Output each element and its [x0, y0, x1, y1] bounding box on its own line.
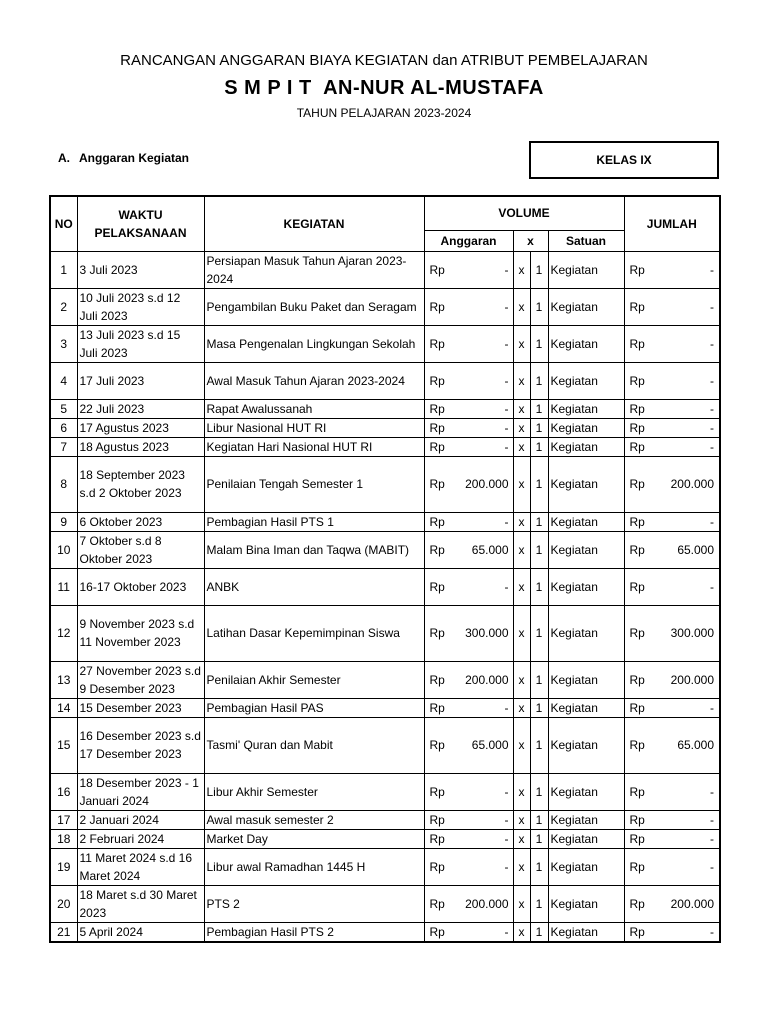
row-number: 6 — [50, 418, 77, 437]
row-anggaran-currency: Rp — [424, 456, 461, 512]
row-satuan: Kegiatan — [548, 568, 624, 605]
row-multiply-sign: x — [513, 288, 530, 325]
row-satuan: Kegiatan — [548, 605, 624, 661]
table-row — [50, 848, 720, 885]
row-waktu: 3 Juli 2023 — [77, 251, 204, 288]
row-multiply-sign: x — [513, 399, 530, 418]
row-anggaran-value: - — [461, 325, 513, 362]
row-anggaran-currency: Rp — [424, 568, 461, 605]
row-number: 19 — [50, 848, 77, 885]
row-kegiatan: Libur Nasional HUT RI — [204, 418, 424, 437]
table-row — [50, 251, 720, 288]
row-kegiatan: Masa Pengenalan Lingkungan Sekolah — [204, 325, 424, 362]
row-jumlah-currency: Rp — [624, 456, 660, 512]
row-quantity: 1 — [530, 829, 548, 848]
row-jumlah-value: - — [660, 773, 720, 810]
row-waktu: 9 November 2023 s.d 11 November 2023 — [77, 605, 204, 661]
row-anggaran-currency: Rp — [424, 605, 461, 661]
row-anggaran-currency: Rp — [424, 399, 461, 418]
row-jumlah-value: - — [660, 399, 720, 418]
row-anggaran-value: - — [461, 810, 513, 829]
row-number: 10 — [50, 531, 77, 568]
row-number: 21 — [50, 922, 77, 942]
row-jumlah-value: - — [660, 922, 720, 942]
row-kegiatan: Pembagian Hasil PTS 2 — [204, 922, 424, 942]
row-satuan: Kegiatan — [548, 418, 624, 437]
table-row — [50, 437, 720, 456]
document-title: RANCANGAN ANGGARAN BIAYA KEGIATAN dan ATRIBUT PEMBELAJARAN — [120, 52, 648, 69]
section-letter: A. — [58, 151, 70, 165]
row-jumlah-value: 65.000 — [660, 717, 720, 773]
row-multiply-sign: x — [513, 512, 530, 531]
header-row — [50, 196, 720, 230]
row-quantity: 1 — [530, 512, 548, 531]
row-quantity: 1 — [530, 531, 548, 568]
row-kegiatan: Pembagian Hasil PTS 1 — [204, 512, 424, 531]
row-kegiatan: Penilaian Akhir Semester — [204, 661, 424, 698]
row-jumlah-value: - — [660, 325, 720, 362]
row-waktu: 15 Desember 2023 — [77, 698, 204, 717]
row-quantity: 1 — [530, 605, 548, 661]
row-kegiatan: Persiapan Masuk Tahun Ajaran 2023-2024 — [204, 251, 424, 288]
header-anggaran: Anggaran — [424, 230, 513, 251]
row-multiply-sign: x — [513, 810, 530, 829]
row-waktu: 22 Juli 2023 — [77, 399, 204, 418]
table-row — [50, 829, 720, 848]
row-anggaran-currency: Rp — [424, 922, 461, 942]
row-quantity: 1 — [530, 810, 548, 829]
row-anggaran-value: - — [461, 773, 513, 810]
row-anggaran-currency: Rp — [424, 829, 461, 848]
row-satuan: Kegiatan — [548, 848, 624, 885]
row-anggaran-currency: Rp — [424, 717, 461, 773]
table-row — [50, 325, 720, 362]
section-title: Anggaran Kegiatan — [79, 151, 190, 165]
table-row — [50, 773, 720, 810]
row-jumlah-currency: Rp — [624, 605, 660, 661]
row-quantity: 1 — [530, 885, 548, 922]
row-multiply-sign: x — [513, 698, 530, 717]
row-number: 18 — [50, 829, 77, 848]
row-jumlah-currency: Rp — [624, 362, 660, 399]
row-anggaran-value: - — [461, 437, 513, 456]
table-row — [50, 605, 720, 661]
row-anggaran-currency: Rp — [424, 418, 461, 437]
row-satuan: Kegiatan — [548, 512, 624, 531]
table-row — [50, 922, 720, 942]
row-satuan: Kegiatan — [548, 325, 624, 362]
row-waktu: 2 Januari 2024 — [77, 810, 204, 829]
row-jumlah-value: - — [660, 568, 720, 605]
row-jumlah-currency: Rp — [624, 717, 660, 773]
row-jumlah-value: - — [660, 810, 720, 829]
row-jumlah-value: - — [660, 288, 720, 325]
row-kegiatan: Kegiatan Hari Nasional HUT RI — [204, 437, 424, 456]
row-anggaran-value: - — [461, 829, 513, 848]
row-anggaran-currency: Rp — [424, 773, 461, 810]
row-anggaran-value: - — [461, 362, 513, 399]
class-label: KELAS IX — [596, 153, 652, 167]
row-waktu: 27 November 2023 s.d 9 Desember 2023 — [77, 661, 204, 698]
row-waktu: 7 Oktober s.d 8 Oktober 2023 — [77, 531, 204, 568]
row-quantity: 1 — [530, 661, 548, 698]
row-satuan: Kegiatan — [548, 885, 624, 922]
row-waktu: 6 Oktober 2023 — [77, 512, 204, 531]
row-number: 15 — [50, 717, 77, 773]
row-quantity: 1 — [530, 399, 548, 418]
table-row — [50, 661, 720, 698]
row-anggaran-value: - — [461, 922, 513, 942]
row-jumlah-currency: Rp — [624, 661, 660, 698]
row-jumlah-value: 200.000 — [660, 456, 720, 512]
row-anggaran-value: 200.000 — [461, 885, 513, 922]
row-kegiatan: Latihan Dasar Kepemimpinan Siswa — [204, 605, 424, 661]
row-quantity: 1 — [530, 418, 548, 437]
row-jumlah-currency: Rp — [624, 437, 660, 456]
row-anggaran-currency: Rp — [424, 661, 461, 698]
row-satuan: Kegiatan — [548, 829, 624, 848]
row-kegiatan: Pengambilan Buku Paket dan Seragam — [204, 288, 424, 325]
row-kegiatan: Libur Akhir Semester — [204, 773, 424, 810]
row-kegiatan: Pembagian Hasil PAS — [204, 698, 424, 717]
row-anggaran-currency: Rp — [424, 437, 461, 456]
row-number: 16 — [50, 773, 77, 810]
row-satuan: Kegiatan — [548, 698, 624, 717]
row-multiply-sign: x — [513, 456, 530, 512]
row-multiply-sign: x — [513, 922, 530, 942]
row-anggaran-value: - — [461, 568, 513, 605]
row-jumlah-value: - — [660, 829, 720, 848]
table-row — [50, 885, 720, 922]
row-number: 14 — [50, 698, 77, 717]
row-multiply-sign: x — [513, 568, 530, 605]
row-multiply-sign: x — [513, 437, 530, 456]
row-quantity: 1 — [530, 456, 548, 512]
row-number: 13 — [50, 661, 77, 698]
row-kegiatan: Penilaian Tengah Semester 1 — [204, 456, 424, 512]
row-quantity: 1 — [530, 773, 548, 810]
row-waktu: 11 Maret 2024 s.d 16 Maret 2024 — [77, 848, 204, 885]
row-number: 4 — [50, 362, 77, 399]
row-kegiatan: Awal masuk semester 2 — [204, 810, 424, 829]
row-jumlah-currency: Rp — [624, 399, 660, 418]
row-waktu: 17 Juli 2023 — [77, 362, 204, 399]
row-anggaran-value: - — [461, 848, 513, 885]
row-multiply-sign: x — [513, 848, 530, 885]
row-satuan: Kegiatan — [548, 437, 624, 456]
row-jumlah-value: 200.000 — [660, 885, 720, 922]
row-jumlah-currency: Rp — [624, 810, 660, 829]
row-quantity: 1 — [530, 288, 548, 325]
row-waktu: 10 Juli 2023 s.d 12 Juli 2023 — [77, 288, 204, 325]
row-anggaran-currency: Rp — [424, 810, 461, 829]
row-anggaran-currency: Rp — [424, 362, 461, 399]
row-waktu: 17 Agustus 2023 — [77, 418, 204, 437]
table-row — [50, 512, 720, 531]
row-jumlah-currency: Rp — [624, 829, 660, 848]
row-anggaran-currency: Rp — [424, 251, 461, 288]
row-jumlah-currency: Rp — [624, 568, 660, 605]
row-number: 5 — [50, 399, 77, 418]
row-number: 8 — [50, 456, 77, 512]
row-number: 20 — [50, 885, 77, 922]
row-multiply-sign: x — [513, 325, 530, 362]
row-multiply-sign: x — [513, 418, 530, 437]
row-kegiatan: PTS 2 — [204, 885, 424, 922]
row-anggaran-value: - — [461, 512, 513, 531]
row-jumlah-value: - — [660, 251, 720, 288]
row-jumlah-value: - — [660, 848, 720, 885]
row-satuan: Kegiatan — [548, 661, 624, 698]
row-kegiatan: Market Day — [204, 829, 424, 848]
row-satuan: Kegiatan — [548, 399, 624, 418]
row-jumlah-currency: Rp — [624, 418, 660, 437]
row-anggaran-value: - — [461, 418, 513, 437]
row-number: 3 — [50, 325, 77, 362]
row-multiply-sign: x — [513, 717, 530, 773]
row-quantity: 1 — [530, 717, 548, 773]
school-name: S M P I T AN-NUR AL-MUSTAFA — [224, 77, 544, 99]
row-jumlah-value: 300.000 — [660, 605, 720, 661]
row-jumlah-currency: Rp — [624, 531, 660, 568]
row-satuan: Kegiatan — [548, 288, 624, 325]
row-satuan: Kegiatan — [548, 456, 624, 512]
table-body — [50, 251, 720, 942]
row-waktu: 16-17 Oktober 2023 — [77, 568, 204, 605]
row-multiply-sign: x — [513, 362, 530, 399]
header-kegiatan: KEGIATAN — [204, 196, 424, 251]
row-anggaran-value: - — [461, 288, 513, 325]
row-number: 17 — [50, 810, 77, 829]
row-anggaran-value: - — [461, 399, 513, 418]
row-number: 9 — [50, 512, 77, 531]
row-number: 2 — [50, 288, 77, 325]
row-jumlah-currency: Rp — [624, 325, 660, 362]
header-jumlah: JUMLAH — [624, 196, 720, 251]
row-multiply-sign: x — [513, 829, 530, 848]
table-row — [50, 288, 720, 325]
row-kegiatan: Malam Bina Iman dan Taqwa (MABIT) — [204, 531, 424, 568]
row-jumlah-value: - — [660, 698, 720, 717]
row-kegiatan: ANBK — [204, 568, 424, 605]
row-anggaran-value: 200.000 — [461, 661, 513, 698]
row-jumlah-value: - — [660, 512, 720, 531]
row-jumlah-currency: Rp — [624, 773, 660, 810]
row-anggaran-currency: Rp — [424, 531, 461, 568]
row-satuan: Kegiatan — [548, 251, 624, 288]
table-row — [50, 531, 720, 568]
table-row — [50, 568, 720, 605]
row-quantity: 1 — [530, 251, 548, 288]
row-waktu: 2 Februari 2024 — [77, 829, 204, 848]
header-no: NO — [50, 196, 77, 251]
row-number: 12 — [50, 605, 77, 661]
row-quantity: 1 — [530, 568, 548, 605]
row-multiply-sign: x — [513, 605, 530, 661]
budget-table — [49, 195, 721, 943]
row-satuan: Kegiatan — [548, 922, 624, 942]
row-anggaran-currency: Rp — [424, 698, 461, 717]
row-anggaran-currency: Rp — [424, 512, 461, 531]
section-heading — [58, 151, 189, 165]
row-jumlah-currency: Rp — [624, 288, 660, 325]
row-waktu: 18 September 2023 s.d 2 Oktober 2023 — [77, 456, 204, 512]
row-kegiatan: Tasmi' Quran dan Mabit — [204, 717, 424, 773]
row-multiply-sign: x — [513, 773, 530, 810]
row-anggaran-value: 200.000 — [461, 456, 513, 512]
row-satuan: Kegiatan — [548, 810, 624, 829]
header-satuan: Satuan — [548, 230, 624, 251]
row-anggaran-currency: Rp — [424, 848, 461, 885]
row-number: 1 — [50, 251, 77, 288]
row-jumlah-currency: Rp — [624, 848, 660, 885]
row-jumlah-value: 65.000 — [660, 531, 720, 568]
row-quantity: 1 — [530, 362, 548, 399]
row-multiply-sign: x — [513, 661, 530, 698]
row-anggaran-value: - — [461, 251, 513, 288]
header-volume: VOLUME — [424, 196, 624, 230]
row-waktu: 18 Agustus 2023 — [77, 437, 204, 456]
table-row — [50, 399, 720, 418]
row-satuan: Kegiatan — [548, 362, 624, 399]
row-jumlah-currency: Rp — [624, 251, 660, 288]
row-satuan: Kegiatan — [548, 717, 624, 773]
row-number: 11 — [50, 568, 77, 605]
row-quantity: 1 — [530, 698, 548, 717]
row-satuan: Kegiatan — [548, 531, 624, 568]
row-kegiatan: Libur awal Ramadhan 1445 H — [204, 848, 424, 885]
table-row — [50, 698, 720, 717]
row-anggaran-currency: Rp — [424, 325, 461, 362]
row-kegiatan: Rapat Awalussanah — [204, 399, 424, 418]
row-waktu: 5 April 2024 — [77, 922, 204, 942]
row-multiply-sign: x — [513, 531, 530, 568]
table-row — [50, 810, 720, 829]
row-anggaran-value: - — [461, 698, 513, 717]
row-anggaran-value: 300.000 — [461, 605, 513, 661]
row-quantity: 1 — [530, 325, 548, 362]
row-jumlah-value: 200.000 — [660, 661, 720, 698]
row-waktu: 18 Desember 2023 - 1 Januari 2024 — [77, 773, 204, 810]
row-jumlah-value: - — [660, 362, 720, 399]
row-jumlah-value: - — [660, 437, 720, 456]
header-waktu: WAKTU PELAKSANAAN — [77, 196, 204, 251]
row-jumlah-currency: Rp — [624, 922, 660, 942]
row-kegiatan: Awal Masuk Tahun Ajaran 2023-2024 — [204, 362, 424, 399]
row-anggaran-currency: Rp — [424, 885, 461, 922]
row-multiply-sign: x — [513, 251, 530, 288]
row-number: 7 — [50, 437, 77, 456]
table-row — [50, 456, 720, 512]
row-anggaran-currency: Rp — [424, 288, 461, 325]
table-row — [50, 418, 720, 437]
class-label-box — [529, 141, 719, 179]
row-quantity: 1 — [530, 437, 548, 456]
row-waktu: 13 Juli 2023 s.d 15 Juli 2023 — [77, 325, 204, 362]
row-anggaran-value: 65.000 — [461, 531, 513, 568]
table-row — [50, 717, 720, 773]
row-satuan: Kegiatan — [548, 773, 624, 810]
row-multiply-sign: x — [513, 885, 530, 922]
table-row — [50, 362, 720, 399]
row-jumlah-currency: Rp — [624, 512, 660, 531]
row-quantity: 1 — [530, 848, 548, 885]
row-jumlah-currency: Rp — [624, 698, 660, 717]
header-x: x — [513, 230, 548, 251]
row-waktu: 18 Maret s.d 30 Maret 2023 — [77, 885, 204, 922]
row-quantity: 1 — [530, 922, 548, 942]
academic-year: TAHUN PELAJARAN 2023-2024 — [296, 106, 472, 120]
row-jumlah-value: - — [660, 418, 720, 437]
row-waktu: 16 Desember 2023 s.d 17 Desember 2023 — [77, 717, 204, 773]
row-anggaran-value: 65.000 — [461, 717, 513, 773]
row-jumlah-currency: Rp — [624, 885, 660, 922]
